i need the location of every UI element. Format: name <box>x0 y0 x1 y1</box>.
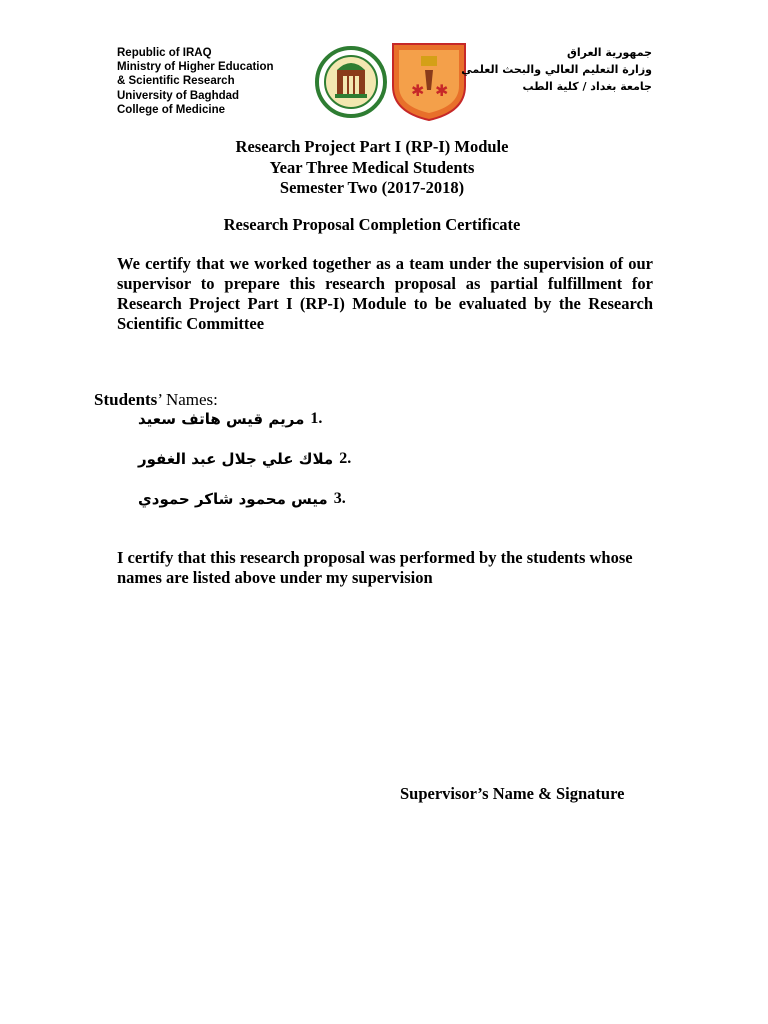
letterhead-line: College of Medicine <box>117 103 225 116</box>
header-titles <box>0 137 744 199</box>
student-number: 1. <box>310 410 323 427</box>
letterhead-arabic <box>452 44 652 95</box>
team-statement: We certify that we worked together as a team under the supervision of our supervisor to prepare this research proposal as partial fulfillment for Research Project Part I (RP-I) Module to be evaluated by the Research Scientific Committee <box>117 254 653 333</box>
signature-label: Supervisor’s Name & Signature <box>400 784 625 803</box>
semester-title: Semester Two (2017-2018) <box>279 178 465 197</box>
module-title: Research Project Part I (RP-I) Module <box>235 137 509 156</box>
university-of-baghdad-seal-icon <box>317 48 385 116</box>
letterhead-line: & Scientific Research <box>117 75 235 88</box>
supervisor-statement: I certify that this research proposal was performed by the students whose names are listed above under my supervision <box>117 548 633 587</box>
year-title: Year Three Medical Students <box>269 157 475 177</box>
letterhead-line: University of Baghdad <box>117 89 240 102</box>
svg-text:✱: ✱ <box>435 81 449 100</box>
certificate-title: Research Proposal Completion Certificate <box>223 215 521 234</box>
students-label-rest: ’ Names: <box>157 390 218 409</box>
list-item <box>138 450 351 468</box>
university-seals <box>313 40 473 122</box>
letterhead-line: Ministry of Higher Education <box>117 61 274 74</box>
letterhead-arabic-line: جمهورية العراق <box>567 46 652 59</box>
letterhead-english <box>117 46 307 117</box>
student-number: 2. <box>339 450 352 467</box>
student-name: ملاك علي جلال عبد الغفور <box>138 450 334 468</box>
letterhead-line: Republic of IRAQ <box>117 47 212 59</box>
students-label <box>94 390 218 410</box>
list-item <box>138 490 346 508</box>
logos <box>313 40 473 122</box>
student-name: ميس محمود شاكر حمودي <box>138 490 328 508</box>
letterhead-arabic-line: جامعة بغداد / كلية الطب <box>522 80 652 93</box>
students-label-bold: Students <box>94 390 158 409</box>
svg-text:✱: ✱ <box>411 81 425 100</box>
student-name: مريم قيس هاتف سعيد <box>138 410 305 428</box>
student-number: 3. <box>333 490 346 507</box>
letterhead-arabic-line: وزارة التعليم العالي والبحث العلمي <box>461 63 652 76</box>
list-item <box>138 410 322 428</box>
